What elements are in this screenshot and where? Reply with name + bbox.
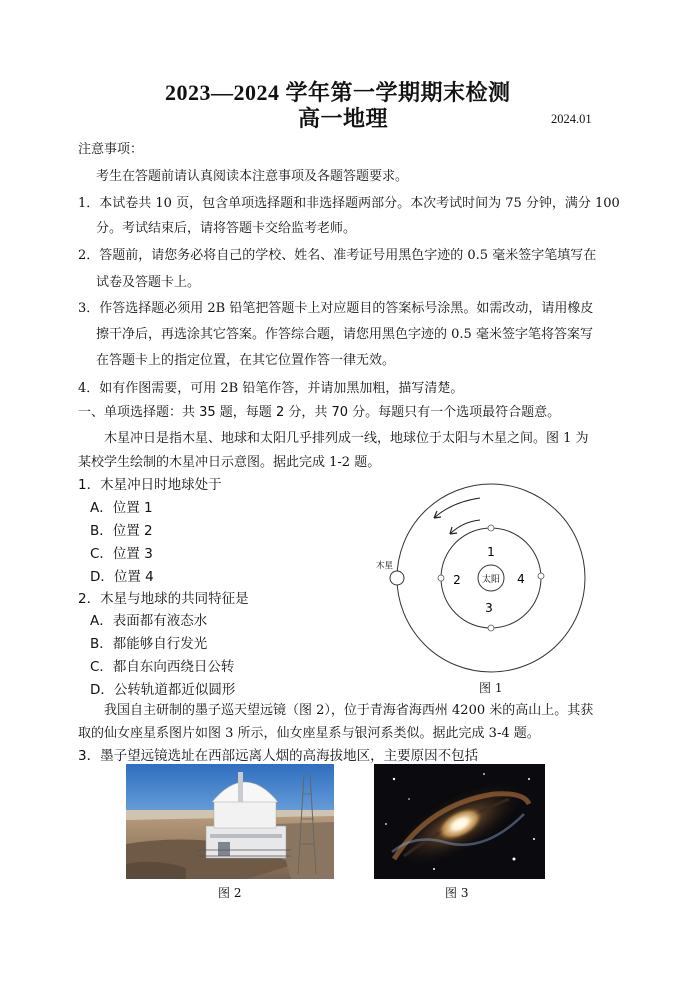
- galaxy-photo: [374, 764, 545, 879]
- position-marker-3: [488, 625, 494, 631]
- note-2-line-1: 2．答题前，请您务必将自己的学校、姓名、准考证号用黑色字迹的 0.5 毫米签字笔填写在: [78, 248, 597, 263]
- passage1-line-2: 某校学生绘制的木星冲日示意图。据此完成 1-2 题。: [78, 455, 381, 470]
- section-heading: 一、单项选择题：共 35 题，每题 2 分，共 70 分。每题只有一个选项最符合题意。: [78, 405, 561, 420]
- position-marker-1: [488, 525, 494, 531]
- q2-option-d[interactable]: D．公转轨道都近似圆形: [90, 682, 236, 698]
- outer-orbit-arrow: [434, 498, 480, 518]
- inner-orbit-arrow: [450, 520, 480, 534]
- q3-stem: 3．墨子望远镜选址在西部远离人烟的高海拔地区，主要原因不包括: [78, 748, 479, 764]
- exam-date: 2024.01: [551, 112, 592, 126]
- q2-stem: 2．木星与地球的共同特征是: [78, 591, 249, 607]
- position-marker-2: [438, 575, 444, 581]
- passage2-line-2: 取的仙女座星系图片如图 3 所示，仙女座星系与银河系类似。据此完成 3-4 题。: [78, 726, 540, 741]
- q2-option-b[interactable]: B．都能够自行发光: [90, 636, 208, 652]
- position-label-4: 4: [517, 572, 525, 586]
- position-label-1: 1: [487, 545, 495, 559]
- telescope-photo: [126, 764, 334, 879]
- note-4-line-1: 4．如有作图需要，可用 2B 铅笔作答，并请加黑加粗，描写清楚。: [78, 381, 464, 396]
- sun-label: 太阳: [481, 575, 501, 585]
- q1-option-c[interactable]: C．位置 3: [90, 546, 153, 562]
- q1-stem: 1．木星冲日时地球处于: [78, 477, 222, 493]
- note-2-line-2: 试卷及答题卡上。: [96, 275, 201, 290]
- q1-option-d[interactable]: D．位置 4: [90, 569, 154, 585]
- exam-title: 2023—2024 学年第一学期期末检测: [165, 80, 511, 105]
- jupiter-label: 木星: [376, 561, 394, 571]
- notes-heading: 注意事项：: [78, 142, 144, 157]
- position-label-2: 2: [453, 573, 461, 587]
- figure1-orbit-diagram: [370, 480, 600, 685]
- note-3-line-2: 擦干净后，再选涂其它答案。作答综合题，请您用黑色字迹的 0.5 毫米签字笔将答案写: [96, 327, 593, 342]
- q2-option-a[interactable]: A．表面都有液态水: [90, 613, 208, 629]
- figure3-caption: 图 3: [445, 886, 469, 900]
- position-label-3: 3: [485, 601, 493, 615]
- note-3-line-3: 在答题卡上的指定位置，在其它位置作答一律无效。: [96, 353, 396, 368]
- figure1-caption: 图 1: [479, 681, 503, 695]
- q1-option-b[interactable]: B．位置 2: [90, 523, 153, 539]
- figure2-caption: 图 2: [218, 886, 242, 900]
- passage1-line-1: 木星冲日是指木星、地球和太阳几乎排列成一线，地球位于太阳与木星之间。图 1 为: [104, 431, 589, 446]
- jupiter: [390, 571, 404, 585]
- note-3-line-1: 3．作答选择题必须用 2B 铅笔把答题卡上对应题目的答案标号涂黑。如需改动，请用橡皮: [78, 301, 594, 316]
- note-1-line-2: 分。考试结束后，请将答题卡交给监考老师。: [96, 221, 357, 236]
- q2-option-c[interactable]: C．都自东向西绕日公转: [90, 659, 235, 675]
- note-1-line-1: 1．本试卷共 10 页，包含单项选择题和非选择题两部分。本次考试时间为 75 分钟，满分 100: [78, 196, 620, 211]
- q1-option-a[interactable]: A．位置 1: [90, 500, 153, 516]
- notes-intro: 考生在答题前请认真阅读本注意事项及各题答题要求。: [96, 169, 409, 184]
- position-marker-4: [538, 573, 544, 579]
- subject-title: 高一地理: [298, 106, 389, 131]
- passage2-line-1: 我国自主研制的墨子巡天望远镜（图 2），位于青海省海西州 4200 米的高山上。其获: [104, 703, 594, 718]
